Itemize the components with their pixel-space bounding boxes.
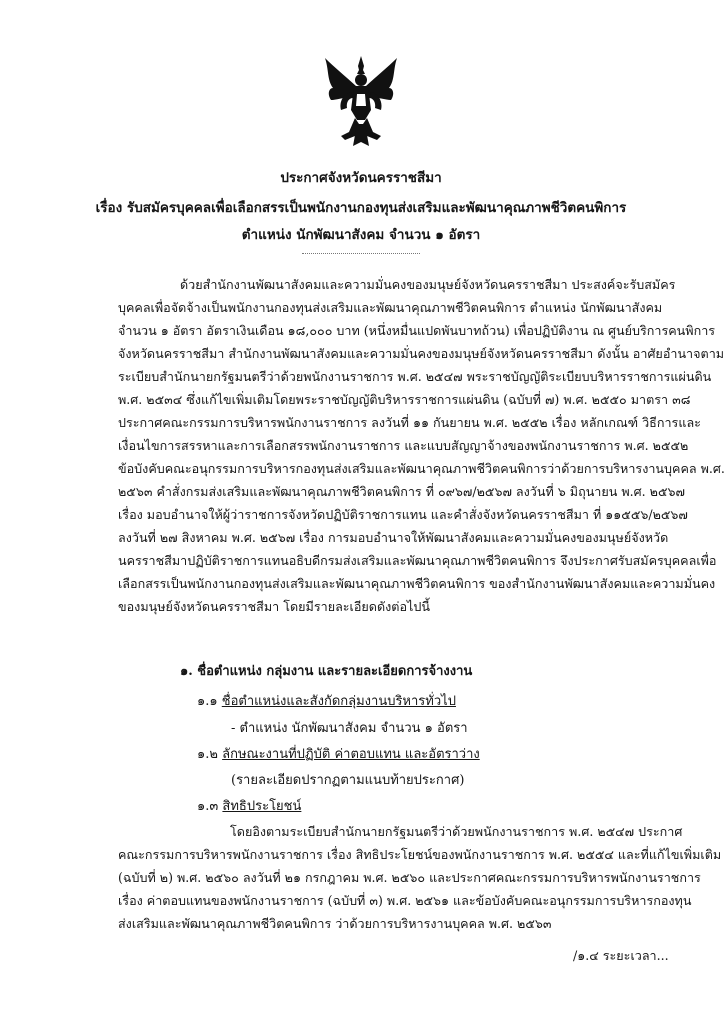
section-1-1 [197, 690, 456, 711]
body-line: จังหวัดนครราชสีมา สำนักงานพัฒนาสังคมและความมั่นคงของมนุษย์จังหวัดนครราชสีมา ดังนั้น อาศัยอำนาจตาม [118, 346, 725, 361]
section-1-1-number: ๑.๑ [197, 694, 218, 709]
body-line: ลงวันที่ ๒๗ สิงหาคม พ.ศ. ๒๕๖๗ เรื่อง การมอบอำนาจให้พัฒนาสังคมและความมั่นคงของมนุษย์จังหวัด [118, 530, 669, 545]
section-1-heading: ๑. ชื่อตำแหน่ง กลุ่มงาน และรายละเอียดการจ้างงาน [180, 664, 473, 679]
announcement-body [118, 273, 725, 618]
page-continuation: /๑.๔ ระยะเวลา... [573, 948, 669, 963]
body-line: เรื่อง มอบอำนาจให้ผู้ว่าราชการจังหวัดปฏิบัติราชการแทน และคำสั่งจังหวัดนครราชสีมา ที่ ๑๑๕๕๖/๒๕๖๗ [118, 507, 688, 522]
header-divider [302, 253, 420, 254]
body-line: ระเบียบสำนักนายกรัฐมนตรีว่าด้วยพนักงานราชการ พ.ศ. ๒๕๔๗ พระราชบัญญัติระเบียบบริหารราชการแผ่นดิน [118, 369, 712, 384]
section-1-1-title: ชื่อตำแหน่งและสังกัดกลุ่มงานบริหารทั่วไป [221, 694, 456, 709]
announcement-title: ประกาศจังหวัดนครราชสีมา [280, 170, 442, 186]
body-line: ของมนุษย์จังหวัดนครราชสีมา โดยมีรายละเอียดดังต่อไปนี้ [118, 599, 430, 614]
section-1-2-number: ๑.๒ [197, 747, 218, 762]
section-1-1-detail: - ตำแหน่ง นักพัฒนาสังคม จำนวน ๑ อัตรา [231, 721, 468, 736]
section-1-2 [197, 743, 480, 764]
body-line: ๒๕๖๓ คำสั่งกรมส่งเสริมและพัฒนาคุณภาพชีวิตคนพิการ ที่ ๐๙๖๗/๒๕๖๗ ลงวันที่ ๖ มิถุนายน พ.ศ. ๒๕๖๗ [118, 484, 685, 499]
body-line: เรื่อง ค่าตอบแทนของพนักงานราชการ (ฉบับที่ ๓) พ.ศ. ๒๕๖๑ และข้อบังคับคณะอนุกรรมการบริหารกองทุน [118, 893, 692, 908]
body-line: ประกาศคณะกรรมการบริหารพนักงานราชการ ลงวันที่ ๑๑ กันยายน พ.ศ. ๒๕๕๒ เรื่อง หลักเกณฑ์ วิธีการและ [118, 415, 701, 430]
body-line: ข้อบังคับคณะอนุกรรมการบริหารกองทุนส่งเสริมและพัฒนาคุณภาพชีวิตคนพิการว่าด้วยการบริหารงานบุคคล พ.ศ. [118, 461, 725, 476]
announcement-position: ตำแหน่ง นักพัฒนาสังคม จำนวน ๑ อัตรา [241, 227, 481, 243]
body-line: นครราชสีมาปฏิบัติราชการแทนอธิบดีกรมส่งเสริมและพัฒนาคุณภาพชีวิตคนพิการ จึงประกาศรับสมัครบุคคลเพื่อ [118, 553, 717, 568]
section-1-3-body [118, 820, 722, 935]
body-line: (ฉบับที่ ๒) พ.ศ. ๒๕๖๐ ลงวันที่ ๒๑ กรกฎาคม พ.ศ. ๒๕๖๐ และประกาศคณะกรรมการบริหารพนักงานราชการ [118, 870, 701, 885]
garuda-emblem-icon [323, 54, 399, 148]
section-1-3-title: สิทธิประโยชน์ [222, 799, 302, 814]
body-line: ด้วยสำนักงานพัฒนาสังคมและความมั่นคงของมนุษย์จังหวัดนครราชสีมา ประสงค์จะรับสมัคร [180, 277, 676, 292]
section-1-2-title: ลักษณะงานที่ปฏิบัติ ค่าตอบแทน และอัตราว่าง [222, 747, 480, 762]
body-line: ส่งเสริมและพัฒนาคุณภาพชีวิตคนพิการ ว่าด้วยการบริหารงานบุคคล พ.ศ. ๒๕๖๓ [118, 916, 552, 931]
section-1-2-detail: (รายละเอียดปรากฏตามแนบท้ายประกาศ) [231, 773, 465, 788]
body-line: เงื่อนไขการสรรหาและการเลือกสรรพนักงานราชการ และแบบสัญญาจ้างของพนักงานราชการ พ.ศ. ๒๕๕๒ [118, 438, 689, 453]
section-1-3 [197, 795, 301, 816]
body-line: เลือกสรรเป็นพนักงานกองทุนส่งเสริมและพัฒนาคุณภาพชีวิตคนพิการ ของสำนักงานพัฒนาสังคมและความมั่นคง [118, 576, 716, 591]
section-1-3-number: ๑.๓ [197, 799, 219, 814]
body-line: พ.ศ. ๒๕๓๔ ซึ่งแก้ไขเพิ่มเติมโดยพระราชบัญญัติบริหารราชการแผ่นดิน (ฉบับที่ ๗) พ.ศ. ๒๕๕๐ มาตรา ๓๘ [118, 392, 691, 407]
body-line: คณะกรรมการบริหารพนักงานราชการ เรื่อง สิทธิประโยชน์ของพนักงานราชการ พ.ศ. ๒๕๕๔ และที่แก้ไขเพิ่มเติม [118, 847, 722, 862]
announcement-subject: เรื่อง รับสมัครบุคคลเพื่อเลือกสรรเป็นพนักงานกองทุนส่งเสริมและพัฒนาคุณภาพชีวิตคนพิการ [95, 200, 627, 216]
body-line: จำนวน ๑ อัตรา อัตราเงินเดือน ๑๘,๐๐๐ บาท (หนึ่งหมื่นแปดพันบาทถ้วน) เพื่อปฏิบัติงาน ณ ศูนย์บริการคนพิการ [118, 323, 716, 338]
body-line: โดยอิงตามระเบียบสำนักนายกรัฐมนตรีว่าด้วยพนักงานราชการ พ.ศ. ๒๕๔๗ ประกาศ [230, 824, 683, 839]
body-line: บุคคลเพื่อจัดจ้างเป็นพนักงานกองทุนส่งเสริมและพัฒนาคุณภาพชีวิตคนพิการ ตำแหน่ง นักพัฒนาสังคม [118, 300, 663, 315]
